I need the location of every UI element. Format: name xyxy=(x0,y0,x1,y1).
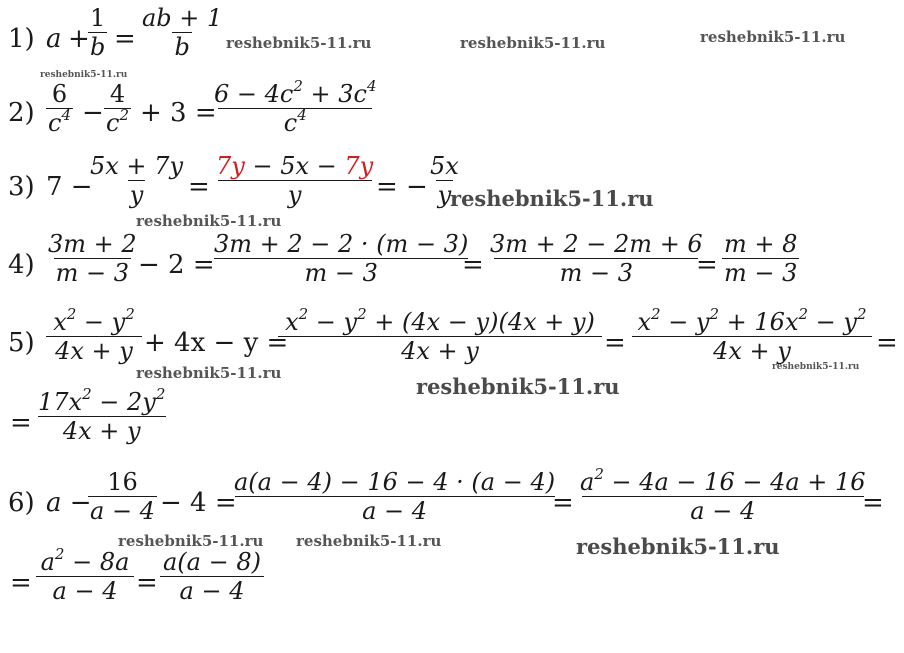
watermark: reshebnik5-11.ru xyxy=(576,534,780,559)
problem-3-equals: = xyxy=(188,172,210,202)
watermark: reshebnik5-11.ru xyxy=(118,532,264,550)
watermark: reshebnik5-11.ru xyxy=(136,212,282,230)
problem-5-fraction-2: $\frac{x^2 - y^2 + (4x - y)(4x + y)}{4x + y}$ xyxy=(278,308,602,365)
problem-1-number: 1) xyxy=(8,24,35,54)
problem-1-plus: + xyxy=(68,24,90,54)
problem-1-equals: = xyxy=(114,24,136,54)
problem-5-number: 5) xyxy=(8,328,35,358)
problem-2-fraction-1: $\frac{6}{c^4}$ xyxy=(48,80,71,137)
problem-4-number: 4) xyxy=(8,250,35,280)
watermark: reshebnik5-11.ru xyxy=(136,364,282,382)
problem-2-number: 2) xyxy=(8,98,35,128)
problem-4-fraction-2: $\frac{3m + 2 - 2 \cdot (m - 3)}{m - 3}$ xyxy=(214,230,469,287)
problem-4-fraction-4: $\frac{m + 8}{m - 3}$ xyxy=(724,230,798,287)
watermark: reshebnik5-11.ru xyxy=(450,186,654,211)
problem-3-fraction-2: $\frac{7y - 5x - 7y}{y}$ xyxy=(216,152,374,209)
watermark: reshebnik5-11.ru xyxy=(460,34,606,52)
problem-6-lead: a − xyxy=(46,488,92,518)
problem-6-fraction-1: $\frac{16}{a - 4}$ xyxy=(90,468,155,525)
problem-2-rest: + 3 = xyxy=(140,98,217,128)
problem-3-fraction-3: $\frac{5x}{y}$ xyxy=(430,152,459,209)
problem-1-fraction-2: $\frac{ab + 1}{b}$ xyxy=(142,4,223,61)
problem-3-number: 3) xyxy=(8,172,35,202)
problem-6-number: 6) xyxy=(8,488,35,518)
problem-6-fraction-5: $\frac{a(a - 8)}{a - 4}$ xyxy=(160,548,264,605)
problem-6-equals-5: = xyxy=(136,568,158,598)
problem-3-fraction-1: $\frac{5x + 7y}{y}$ xyxy=(90,152,183,209)
problem-5-fraction-1: $\frac{x^2 - y^2}{4x + y}$ xyxy=(46,308,142,365)
problem-6-mid: − 4 = xyxy=(160,488,237,518)
problem-3-lead: 7 − xyxy=(46,172,93,202)
problem-6-equals-4: = xyxy=(10,568,32,598)
problem-4-equals-2: = xyxy=(462,250,484,280)
problem-5-mid: + 4x − y = xyxy=(144,328,289,358)
watermark: reshebnik5-11.ru xyxy=(772,362,860,372)
problem-4-fraction-3: $\frac{3m + 2 - 2m + 6}{m - 3}$ xyxy=(490,230,703,287)
problem-5-fraction-4: $\frac{17x^2 - 2y^2}{4x + y}$ xyxy=(38,385,166,445)
watermark: reshebnik5-11.ru xyxy=(226,34,372,52)
problem-5-equals-4: = xyxy=(10,408,32,438)
watermark: reshebnik5-11.ru xyxy=(40,70,128,80)
problem-1-var: a xyxy=(46,24,62,54)
problem-5-fraction-3: $\frac{x^2 - y^2 + 16x^2 - y^2}{4x + y}$ xyxy=(632,308,872,365)
problem-6-fraction-2: $\frac{a(a - 4) - 16 - 4 \cdot (a - 4)}{a - 4}$ xyxy=(234,468,556,525)
watermark: reshebnik5-11.ru xyxy=(416,374,620,399)
watermark: reshebnik5-11.ru xyxy=(700,28,846,46)
problem-2-fraction-3: $\frac{6 - 4c^2 + 3c^4}{c^4}$ xyxy=(214,77,377,137)
problem-6-fraction-3: $\frac{a^2 - 4a - 16 - 4a + 16}{a - 4}$ xyxy=(580,465,866,525)
problem-3-equals-minus: = − xyxy=(376,172,428,202)
problem-4-equals-3: = xyxy=(696,250,718,280)
problem-2-minus: − xyxy=(82,98,104,128)
problem-2-fraction-2: $\frac{4}{c^2}$ xyxy=(106,80,129,137)
problem-5-equals-3: = xyxy=(876,328,898,358)
problem-6-equals-3: = xyxy=(862,488,884,518)
watermark: reshebnik5-11.ru xyxy=(296,532,442,550)
problem-4-mid: − 2 = xyxy=(138,250,215,280)
problem-1-fraction-1: $\frac{1}{b}$ xyxy=(90,4,106,61)
problem-5-equals-2: = xyxy=(604,328,626,358)
problem-6-equals-2: = xyxy=(552,488,574,518)
problem-6-fraction-4: $\frac{a^2 - 8a}{a - 4}$ xyxy=(36,548,134,605)
problem-4-fraction-1: $\frac{3m + 2}{m - 3}$ xyxy=(48,230,137,287)
